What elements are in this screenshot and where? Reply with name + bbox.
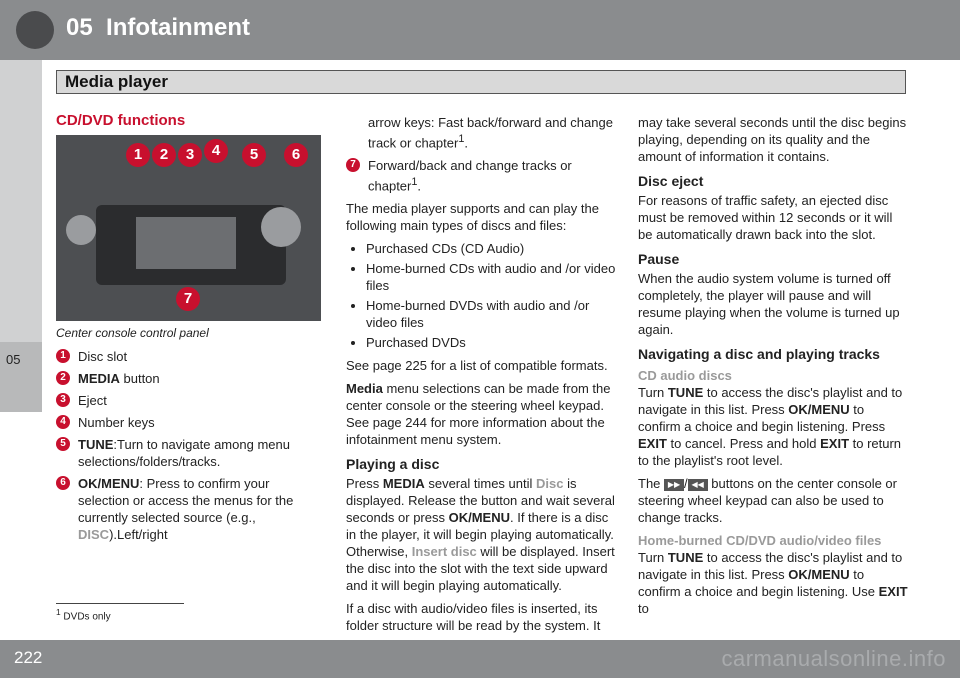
speaker-icon bbox=[16, 11, 54, 49]
list-item: 6 OK/MENU: Press to confirm your selection or access the menus for the currently selected source (e.g., DISC).Left/right bbox=[56, 475, 321, 543]
chapter-title bbox=[66, 14, 250, 42]
callout-4: 4 bbox=[204, 139, 228, 163]
chapter-name: Infotainment bbox=[106, 14, 251, 41]
page-footer bbox=[0, 640, 960, 678]
list-item: • Home-burned CDs with audio and /or video files bbox=[366, 260, 618, 294]
section-heading: CD/DVD functions bbox=[56, 112, 186, 129]
list-item: 4 Number keys bbox=[56, 414, 321, 431]
volume-knob bbox=[66, 215, 96, 245]
list-item: 1 Disc slot bbox=[56, 348, 321, 365]
paragraph: Media menu selections can be made from the center console or the steering wheel keypad. See page 244 for more information about the infotainment menu system. bbox=[346, 380, 611, 447]
subheading: CD audio discs bbox=[638, 368, 732, 383]
paragraph: may take several seconds until the disc begins playing, depending on its quality and the amount of information it contains. bbox=[638, 115, 907, 164]
column-3 bbox=[638, 114, 908, 623]
list-item: 2 MEDIA button bbox=[56, 370, 321, 387]
watermark: carmanualsonline.info bbox=[721, 646, 946, 671]
list-item: • Purchased CDs (CD Audio) bbox=[366, 240, 618, 257]
paragraph: See page 225 for a list of compatible formats. bbox=[346, 357, 608, 373]
section-bar bbox=[56, 70, 906, 94]
figure-caption: Center console control panel bbox=[56, 326, 209, 340]
page-number: 222 bbox=[14, 648, 43, 667]
list-item: 5 TUNE:Turn to navigate among menu selections/folders/tracks. bbox=[56, 436, 321, 470]
paragraph: When the audio system volume is turned off completely, the player will pause and will resume playing when the volume is turned up again. bbox=[638, 271, 900, 337]
disc-types-list bbox=[346, 240, 618, 351]
paragraph: Press MEDIA several times until Disc is displayed. Release the button and wait several seconds or press OK/MENU. If there is a disc in the player, it will begin playing automatically. Otherwise, Insert disc will be displayed. Insert the disc into the slot with the text side upward and it will begin playing automatically. bbox=[346, 475, 615, 593]
callout-6: 6 bbox=[284, 143, 308, 167]
subheading: Disc eject bbox=[638, 173, 704, 189]
callout-7: 7 bbox=[176, 287, 200, 311]
page-header bbox=[0, 0, 960, 60]
list-item: • Home-burned DVDs with audio and /or video files bbox=[366, 297, 618, 331]
tune-knob bbox=[261, 207, 301, 247]
subheading: Navigating a disc and playing tracks bbox=[638, 346, 880, 362]
paragraph: The media player supports and can play the following main types of discs and files: bbox=[346, 200, 599, 233]
footnote-divider bbox=[56, 603, 184, 604]
paragraph: If a disc with audio/video files is inserted, its folder structure will be read by the system. It bbox=[346, 600, 601, 633]
callout-5: 5 bbox=[242, 143, 266, 167]
list-item: 7 Forward/back and change tracks or chapter$^1$. bbox=[346, 157, 618, 194]
chapter-number: 05 bbox=[66, 14, 93, 41]
subheading: Home-burned CD/DVD audio/video files bbox=[638, 533, 882, 548]
column-1 bbox=[56, 112, 321, 548]
number-keys-image bbox=[136, 217, 236, 269]
column-2 bbox=[346, 114, 618, 640]
skip-back-icon: ◀◀ bbox=[688, 479, 708, 491]
paragraph: For reasons of traffic safety, an ejected disc must be removed within 12 seconds or it will be automatically drawn back into the slot. bbox=[638, 193, 893, 242]
paragraph: The ▶▶ / ◀◀ buttons on the center console or steering wheel keypad can also be used to change tracks. bbox=[638, 476, 897, 525]
list-item: 3 Eject bbox=[56, 392, 321, 409]
list-item: • Purchased DVDs bbox=[366, 334, 618, 351]
paragraph: Turn TUNE to access the disc's playlist and to navigate in this list. Press OK/MENU to confirm a choice and begin listening. Use EXIT to bbox=[638, 550, 908, 616]
callout-1: 1 bbox=[126, 143, 150, 167]
item6-continuation: arrow keys: Fast back/forward and change track or chapter$^1$. bbox=[368, 115, 613, 151]
footnote: $^1$ DVDs only bbox=[56, 607, 111, 623]
paragraph: Turn TUNE to access the disc's playlist and to navigate in this list. Press OK/MENU to confirm a choice and begin listening. Press EXIT to cancel. Press and hold EXIT to return to the playlist's root level. bbox=[638, 385, 903, 468]
callout-2: 2 bbox=[152, 143, 176, 167]
console-photo bbox=[56, 135, 321, 321]
section-title: Media player bbox=[65, 72, 168, 91]
subheading: Pause bbox=[638, 251, 680, 267]
callout-3: 3 bbox=[178, 143, 202, 167]
chapter-tab: 05 bbox=[0, 342, 42, 412]
skip-forward-icon: ▶▶ bbox=[664, 479, 684, 491]
subheading: Playing a disc bbox=[346, 455, 440, 472]
